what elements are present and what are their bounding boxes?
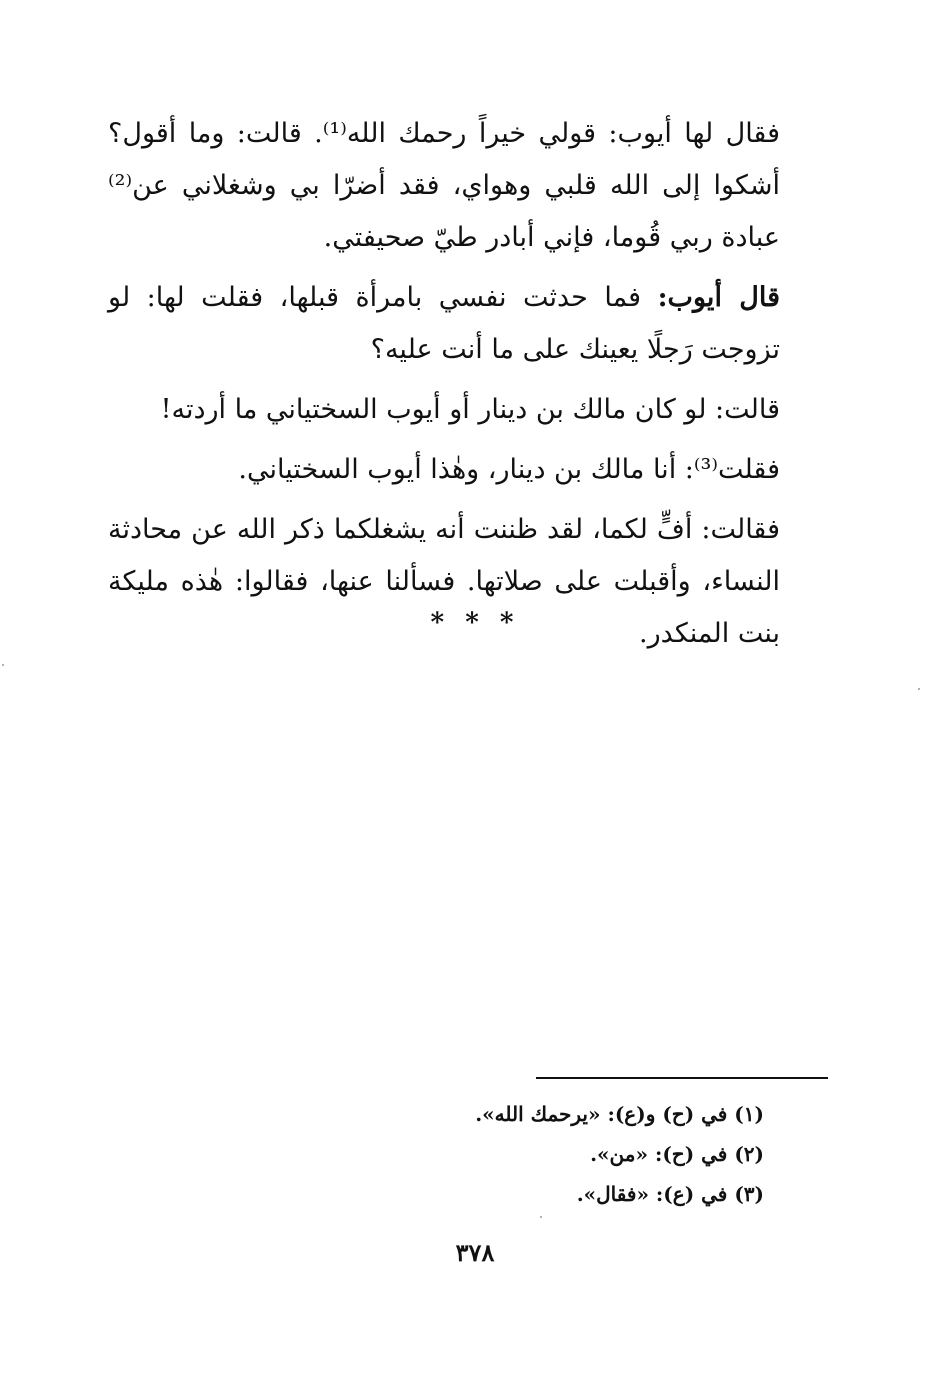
page-number: ٣٧٨	[455, 1238, 495, 1267]
footnote-1: (١) في (ح) و(ع): «يرحمك الله».	[475, 1102, 764, 1126]
main-text	[108, 108, 830, 668]
paragraph-1	[108, 108, 830, 264]
footnote-2: (٢) في (ح): «من».	[590, 1142, 764, 1166]
scan-speck	[918, 688, 920, 690]
section-separator: * * *	[430, 608, 520, 638]
footnote-divider	[536, 1077, 828, 1079]
text-line: يعينك على ما أنت عليه؟	[370, 334, 639, 365]
footnote-3: (٣) في (ع): «فقال».	[576, 1182, 764, 1206]
text-line: قلبي وهواي، فقد أضرّا بي وشغلاني عن⁽²⁾ عبادة ربي قُوما، فإني أبادر طيّ	[108, 170, 780, 253]
footnotes	[264, 1094, 764, 1214]
text-line: وأقبلت على صلاتها. فسألنا عنها، فقالوا: هٰذه مليكة بنت المنكدر.	[108, 566, 780, 649]
scan-speck	[540, 1216, 542, 1218]
text-line: فقالت: أفٍّ لكما، لقد ظننت أنه يشغلكما ذكر الله عن محادثة النساء،	[108, 514, 780, 597]
text-line: فقلت⁽³⁾: أنا مالك بن دينار، وهٰذا أيوب السختياني.	[238, 454, 780, 485]
text-line: فما حدثت نفسي بامرأة قبلها، فقلت لها: لو تزوجت رَجلًا	[108, 282, 780, 365]
paragraph-3	[108, 384, 830, 436]
scan-speck	[2, 664, 4, 666]
paragraph-4	[108, 444, 830, 496]
text-line: صحيفتي.	[323, 222, 426, 253]
text-line: قالت: لو كان مالك بن دينار أو أيوب السختياني ما أردته!	[160, 394, 780, 425]
paragraph-2	[108, 272, 830, 376]
text-line: فقال لها أيوب: قولي خيراً رحمك الله⁽¹⁾. قالت: وما أقول؟ أشكوا إلى الله	[108, 118, 780, 201]
speaker-label: قال أيوب:	[657, 282, 780, 313]
